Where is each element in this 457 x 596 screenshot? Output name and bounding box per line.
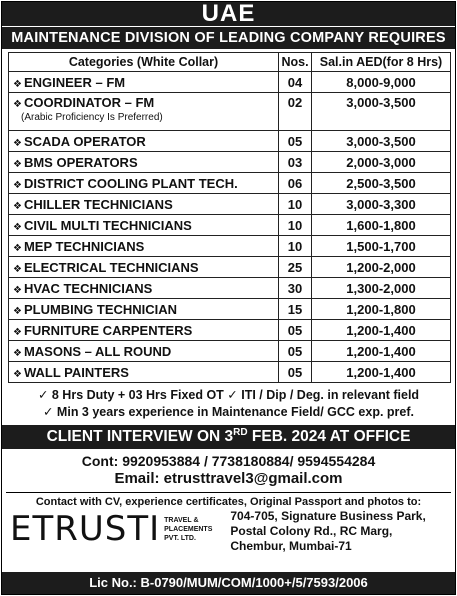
column-header-nos: Nos.: [279, 53, 312, 72]
table-row: [9, 341, 451, 362]
advert-heading: MAINTENANCE DIVISION OF LEADING COMPANY REQUIRES: [2, 27, 455, 49]
agency-footer: [2, 509, 455, 554]
diamond-bullet-icon: ❖: [13, 347, 22, 359]
table-row: [9, 257, 451, 278]
email-address: Email: etrusttravel3@gmail.com: [114, 470, 343, 487]
table-row: [9, 362, 451, 383]
divider: [6, 492, 451, 493]
job-salary: 1,200-1,400: [312, 320, 451, 341]
diamond-bullet-icon: ❖: [13, 158, 22, 170]
job-salary: 1,200-2,000: [312, 257, 451, 278]
table-row: [9, 72, 451, 93]
job-count: 05: [279, 131, 312, 152]
job-count: 02: [279, 93, 312, 131]
diamond-bullet-icon: ❖: [13, 99, 22, 110]
job-count: 06: [279, 173, 312, 194]
table-row: [9, 152, 451, 173]
agency-logo: [10, 509, 212, 549]
table-row: [9, 320, 451, 341]
logo-subtitle: TRAVEL & PLACEMENTS PVT. LTD.: [164, 516, 213, 542]
country-banner: UAE: [2, 2, 455, 26]
job-count: 30: [279, 278, 312, 299]
job-salary: 1,300-2,000: [312, 278, 451, 299]
job-count: 25: [279, 257, 312, 278]
job-category: HVAC TECHNICIANS: [23, 280, 153, 296]
job-count: 10: [279, 236, 312, 257]
job-count: 10: [279, 194, 312, 215]
job-category: COORDINATOR – FM: [23, 95, 155, 110]
requirements: [2, 387, 455, 421]
logo-wordmark: ETRUSTI: [10, 509, 161, 549]
table-row: [9, 215, 451, 236]
column-header-salary: Sal.in AED(for 8 Hrs): [312, 53, 451, 72]
job-count: 04: [279, 72, 312, 93]
table-row: [9, 131, 451, 152]
column-header-category: Categories (White Collar): [9, 53, 279, 72]
agency-address: 704-705, Signature Business Park, Postal Colony Rd., RC Marg, Chembur, Mumbai-71: [230, 509, 426, 553]
job-count: 05: [279, 362, 312, 383]
job-category: DISTRICT COOLING PLANT TECH.: [23, 175, 238, 191]
diamond-bullet-icon: ❖: [13, 78, 22, 90]
vacancy-rows: [9, 72, 451, 383]
interview-banner: CLIENT INTERVIEW ON 3RD FEB. 2024 AT OFFICE: [2, 425, 455, 449]
table-header-row: [9, 53, 451, 72]
diamond-bullet-icon: ❖: [13, 284, 22, 296]
diamond-bullet-icon: ❖: [13, 326, 22, 338]
job-category: WALL PAINTERS: [23, 364, 129, 380]
table-row: [9, 278, 451, 299]
job-salary: 3,000-3,500: [312, 131, 451, 152]
job-category: ELECTRICAL TECHNICIANS: [23, 259, 199, 275]
diamond-bullet-icon: ❖: [13, 368, 22, 380]
diamond-bullet-icon: ❖: [13, 263, 22, 275]
job-salary: 2,000-3,000: [312, 152, 451, 173]
table-row: [9, 173, 451, 194]
job-count: 05: [279, 341, 312, 362]
job-salary: 1,500-1,700: [312, 236, 451, 257]
license-banner: Lic No.: B-0790/MUM/COM/1000+/5/7593/2006: [2, 572, 455, 594]
requirement-line: ✓ Min 3 years experience in Maintenance Field/ GCC exp. pref.: [42, 405, 414, 419]
job-salary: 1,200-1,800: [312, 299, 451, 320]
diamond-bullet-icon: ❖: [13, 137, 22, 149]
table-row: [9, 299, 451, 320]
job-salary: 8,000-9,000: [312, 72, 451, 93]
cv-instructions: Contact with CV, experience certificates, Original Passport and photos to:: [35, 496, 422, 508]
job-salary: 3,000-3,300: [312, 194, 451, 215]
phone-numbers: Cont: 9920953884 / 7738180884/ 9594554284: [81, 453, 376, 469]
job-count: 10: [279, 215, 312, 236]
job-category: MEP TECHNICIANS: [23, 238, 145, 254]
job-salary: 1,200-1,400: [312, 362, 451, 383]
requirement-line: ✓ 8 Hrs Duty + 03 Hrs Fixed OT ✓ ITI / Dip / Deg. in relevant field: [37, 388, 420, 402]
diamond-bullet-icon: ❖: [13, 242, 22, 254]
diamond-bullet-icon: ❖: [13, 221, 22, 233]
job-salary: 3,000-3,500: [312, 93, 451, 131]
job-count: 05: [279, 320, 312, 341]
diamond-bullet-icon: ❖: [13, 305, 22, 317]
job-salary: 1,600-1,800: [312, 215, 451, 236]
job-advertisement: [1, 1, 456, 595]
job-salary: 1,200-1,400: [312, 341, 451, 362]
table-row: [9, 194, 451, 215]
job-category: ENGINEER – FM: [23, 74, 126, 90]
job-count: 15: [279, 299, 312, 320]
table-row: [9, 236, 451, 257]
job-category: PLUMBING TECHNICIAN: [23, 301, 178, 317]
job-salary: 2,500-3,500: [312, 173, 451, 194]
job-category: MASONS – ALL ROUND: [23, 343, 172, 359]
job-category: SCADA OPERATOR: [23, 133, 146, 149]
diamond-bullet-icon: ❖: [13, 200, 22, 212]
job-category: FURNITURE CARPENTERS: [23, 322, 193, 338]
vacancy-table: [8, 52, 451, 383]
job-category: CHILLER TECHNICIANS: [23, 196, 173, 212]
job-count: 03: [279, 152, 312, 173]
job-category: CIVIL MULTI TECHNICIANS: [23, 217, 192, 233]
job-category: BMS OPERATORS: [23, 154, 138, 170]
table-row: [9, 93, 451, 131]
contact-block: [2, 453, 455, 487]
job-note: (Arabic Proficiency Is Preferred): [21, 112, 163, 123]
diamond-bullet-icon: ❖: [13, 179, 22, 191]
